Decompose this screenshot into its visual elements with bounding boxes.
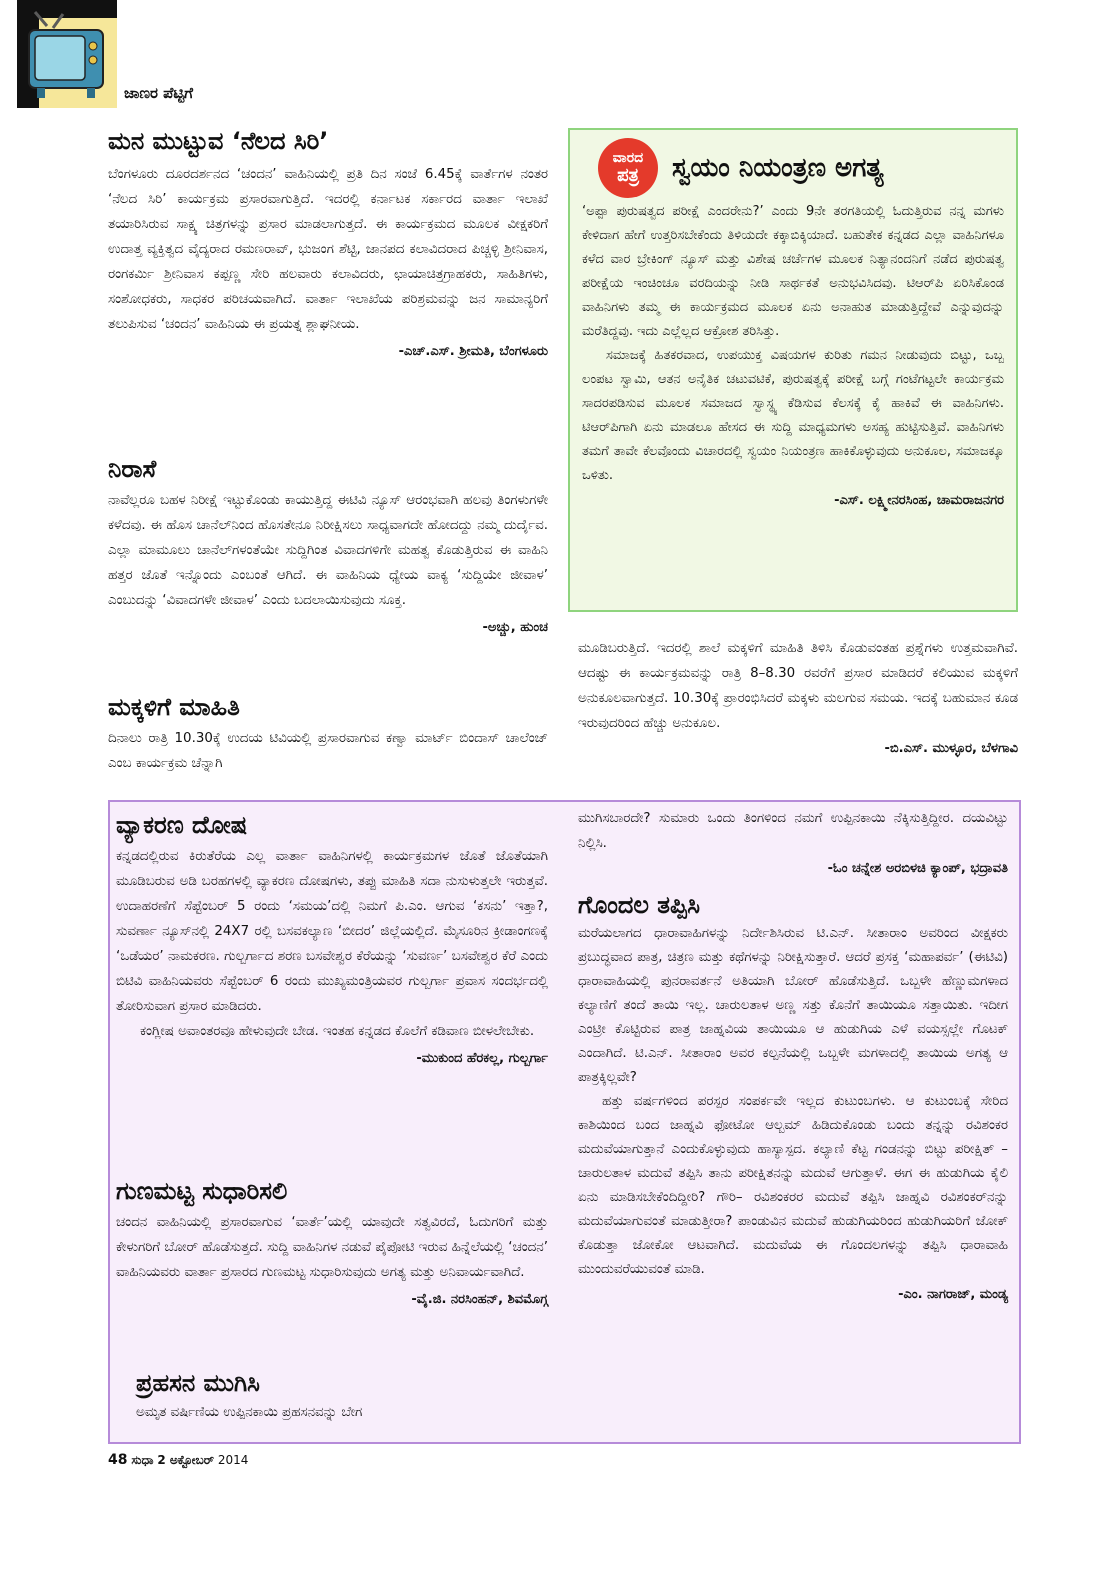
article-title: ಗೊಂದಲ ತಪ್ಪಿಸಿ xyxy=(578,891,700,919)
featured-para1: ‘ಅಪ್ಪಾ ಪುರುಷತ್ವದ ಪರೀಕ್ಷೆ ಎಂದರೇನು?’ ಎಂದು 9ನೇ ತರಗತಿಯಲ್ಲಿ ಓದುತ್ತಿರುವ ನನ್ನ ಮಗಳು ಕೇಳಿದಾಗ ಹೇಗೆ ಉತ್ತರಿಸಬೇಕೆಂದು ತಿಳಿಯದೇ ಕಕ್ಕಾಬಿಕ್ಕಿಯಾದೆ. ಬಹುತೇಕ ಕನ್ನಡದ ಎಲ್ಲಾ ವಾಹಿನಿಗಳೂ ಕಳೆದ ವಾರ ಬ್ರೇಕಿಂಗ್ ನ್ಯೂಸ್ ಮತ್ತು ವಿಶೇಷ ಚರ್ಚೆಗಳ ಮೂಲಕ ನಿತ್ಯಾನಂದನಿಗೆ ನಡೆದ ಪುರುಷತ್ವ ಪರೀಕ್ಷೆಯ ಇಂಚಿಂಚೂ ವರದಿಯನ್ನು ನೀಡಿ ಸಾರ್ಥಕತೆ ಅನುಭವಿಸಿದವು. ಟಿಆರ್‌ಪಿ ಏರಿಸಿಕೊಂಡ ವಾಹಿನಿಗಳು ತಮ್ಮ ಈ ಕಾರ್ಯಕ್ರಮದ ಮೂಲಕ ಏನು ಅನಾಹುತ ಮಾಡುತ್ತಿದ್ದೇವೆ ಎನ್ನುವುದನ್ನು ಮರೆತಿದ್ದವು. ಇದು ಎಲ್ಲೆಲ್ಲದ ಆಕ್ರೋಶ ತರಿಸಿತ್ತು. xyxy=(582,204,1004,339)
badge-line1: ವಾರದ xyxy=(612,150,644,166)
article-body: ಬೆಂಗಳೂರು ದೂರದರ್ಶನದ ‘ಚಂದನ’ ವಾಹಿನಿಯಲ್ಲಿ ಪ್ರತಿ ದಿನ ಸಂಜೆ 6.45ಕ್ಕೆ ವಾರ್ತೆಗಳ ನಂತರ ‘ನೆಲದ ಸಿರಿ’ ಕಾರ್ಯಕ್ರಮ ಪ್ರಸಾರವಾಗುತ್ತಿದೆ. ಇದರಲ್ಲಿ ಕರ್ನಾಟಕ ಸರ್ಕಾರದ ವಾರ್ತಾ ಇಲಾಖೆ ತಯಾರಿಸಿರುವ ಸಾಕ್ಷ್ಯ ಚಿತ್ರಗಳನ್ನು ಪ್ರಸಾರ ಮಾಡಲಾಗುತ್ತದೆ. ಈ ಕಾರ್ಯಕ್ರಮದ ಮೂಲಕ ವೀಕ್ಷಕರಿಗೆ ಉದಾತ್ತ ವ್ಯಕ್ತಿತ್ವದ ವೈದ್ಯರಾದ ರಮಣರಾವ್, ಭುಜಂಗ ಶೆಟ್ಟಿ, ಜಾನಪದ ಕಲಾವಿದರಾದ ಪಿಚ್ಚಳ್ಳಿ ಶ್ರೀನಿವಾಸ, ರಂಗಕರ್ಮಿ ಶ್ರೀನಿವಾಸ ಕಪ್ಪಣ್ಣ ಸೇರಿ ಹಲವಾರು ಕಲಾವಿದರು, ಛಾಯಾಚಿತ್ರಗ್ರಾಹಕರು, ಸಾಹಿತಿಗಳು, ಸಂಶೋಧಕರು, ಸಾಧಕರ ಪರಿಚಯವಾಗಿದೆ. ವಾರ್ತಾ ಇಲಾಖೆಯ ಪರಿಶ್ರಮವನ್ನು ಜನ ಸಾಮಾನ್ಯರಿಗೆ ತಲುಪಿಸುವ ‘ಚಂದನ’ ವಾಹಿನಿಯ ಈ ಪ್ರಯತ್ನ ಶ್ಲಾಘನೀಯ. xyxy=(108,167,548,332)
article-byline: -ಮುಕುಂದ ಹೆರಕಲ್ಲ, ಗುಲ್ಬರ್ಗಾ xyxy=(416,1051,548,1066)
article-title: ವ್ಯಾಕರಣ ದೋಷ xyxy=(116,811,248,839)
article-byline: -ಅಚ್ಚು, ಹುಂಚ xyxy=(482,620,548,635)
article-para1: ಮರೆಯಲಾಗದ ಧಾರಾವಾಹಿಗಳನ್ನು ನಿರ್ದೇಶಿಸಿರುವ ಟಿ.ಎನ್. ಸೀತಾರಾಂ ಅವರಿಂದ ವೀಕ್ಷಕರು ಪ್ರಬುದ್ಧವಾದ ಪಾತ್ರ, ಚಿತ್ರಣ ಮತ್ತು ಕಥೆಗಳನ್ನು ನಿರೀಕ್ಷಿಸುತ್ತಾರೆ. ಆದರೆ ಪ್ರಸಕ್ತ ‘ಮಹಾಪರ್ವ’ (ಈಟಿವಿ) ಧಾರಾವಾಹಿಯಲ್ಲಿ ಪುನರಾವರ್ತನೆ ಅತಿಯಾಗಿ ಬೋರ್ ಹೊಡೆಸುತ್ತಿದೆ. ಒಬ್ಬಳೇ ಹೆಣ್ಣುಮಗಳಾದ ಕಲ್ಯಾಣಿಗೆ ತಂದೆ ತಾಯಿ ಇಲ್ಲ. ಚಾರುಲತಾಳ ಅಣ್ಣ ಸತ್ತು ಕೊನೆಗೆ ತಾಯಿಯೂ ಸತ್ತಾಯಿತು. ಇದೀಗ ಎಂಟ್ರೀ ಕೊಟ್ಟಿರುವ ಪಾತ್ರ ಜಾಹ್ನವಿಯ ತಾಯಿಯೂ ಆ ಹುಡುಗಿಯ ಎಳೆ ವಯಸ್ಸಲ್ಲೇ ಗೊಟಕ್ ಎಂದಾಗಿದೆ. ಟಿ.ಎನ್. ಸೀತಾರಾಂ ಅವರ ಕಲ್ಪನೆಯಲ್ಲಿ ಒಬ್ಬಳೇ ಮಗಳಾದಲ್ಲಿ ತಾಯಿಯ ಅಗತ್ಯ ಆ ಪಾತ್ರಕ್ಕಿಲ್ಲವೇ? xyxy=(578,926,1008,1085)
article-para2: ಹತ್ತು ವರ್ಷಗಳಿಂದ ಪರಸ್ಪರ ಸಂಪರ್ಕವೇ ಇಲ್ಲದ ಕುಟುಂಬಗಳು. ಆ ಕುಟುಂಬಕ್ಕೆ ಸೇರಿದ ಕಾಶಿಯಿಂದ ಬಂದ ಜಾಹ್ನವಿ ಫೋಟೋ ಆಲ್ಬಮ್ ಹಿಡಿದುಕೊಂಡು ಬಂದು ತನ್ನನ್ನು ರವಿಶಂಕರ ಮದುವೆಯಾಗುತ್ತಾನೆ ಎಂದುಕೊಳ್ಳುವುದು ಹಾಸ್ಯಾಸ್ಪದ. ಕಲ್ಯಾಣಿ ಕೆಟ್ಟ ಗಂಡನನ್ನು ಬಿಟ್ಟು ಪರೀಕ್ಷಿತ್ –ಚಾರುಲತಾಳ ಮದುವೆ ತಪ್ಪಿಸಿ ತಾನು ಪರೀಕ್ಷಿತನನ್ನು ಮದುವೆ ಆಗುತ್ತಾಳೆ. ಈಗ ಈ ಹುಡುಗಿಯ ಕೈಲಿ ಏನು ಮಾಡಿಸಬೇಕೆಂದಿದ್ದೀರಿ? ಗೌರಿ– ರವಿಶಂಕರರ ಮದುವೆ ತಪ್ಪಿಸಿ ಜಾಹ್ನವಿ ರವಿಶಂಕರ್‌ನನ್ನು ಮದುವೆಯಾಗುವಂತೆ ಮಾಡುತ್ತೀರಾ? ಪಾಂಡುವಿನ ಮದುವೆ ಹುಡುಗಿಯರಿಂದ ಹುಡುಗಿಯರಿಗೆ ಜೋಕ್ ಕೊಡುತ್ತಾ ಜೋಕೋ ಆಟವಾಗಿದೆ. ಮದುವೆಯ ಈ ಗೊಂದಲಗಳನ್ನು ತಪ್ಪಿಸಿ ಧಾರಾವಾಹಿ ಮುಂದುವರೆಯುವಂತೆ ಮಾಡಿ. xyxy=(578,1094,1008,1277)
article-body-right: ಮೂಡಿಬರುತ್ತಿದೆ. ಇದರಲ್ಲಿ ಶಾಲೆ ಮಕ್ಕಳಿಗೆ ಮಾಹಿತಿ ತಿಳಿಸಿ ಕೊಡುವಂತಹ ಪ್ರಶ್ನೆಗಳು ಉತ್ತಮವಾಗಿವೆ. ಆದಷ್ಟು ಈ ಕಾರ್ಯಕ್ರಮವನ್ನು ರಾತ್ರಿ 8–8.30 ರವರೆಗೆ ಪ್ರಸಾರ ಮಾಡಿದರೆ ಕಲಿಯುವ ಮಕ್ಕಳಿಗೆ ಅನುಕೂಲವಾಗುತ್ತದೆ. 10.30ಕ್ಕೆ ಪ್ರಾರಂಭಿಸಿದರೆ ಮಕ್ಕಳು ಮಲಗುವ ಸಮಯ. ಇದಕ್ಕೆ ಬಹುಮಾನ ಕೂಡ ಇರುವುದರಿಂದ ಹೆಚ್ಚು ಅನುಕೂಲ. xyxy=(578,641,1018,731)
article-byline: -ಓಂ ಚನ್ನೇಶ ಅರಬಿಳಚಿ ಕ್ಯಾಂಪ್, ಭದ್ರಾವತಿ xyxy=(827,861,1008,876)
article-body: ಚಂದನ ವಾಹಿನಿಯಲ್ಲಿ ಪ್ರಸಾರವಾಗುವ ‘ವಾರ್ತೆ’ಯಲ್ಲಿ ಯಾವುದೇ ಸತ್ವವಿರದೆ, ಓದುಗರಿಗೆ ಮತ್ತು ಕೇಳುಗರಿಗೆ ಬೋರ್ ಹೊಡೆಸುತ್ತದೆ. ಸುದ್ದಿ ವಾಹಿನಿಗಳ ನಡುವೆ ಪೈಪೋಟಿ ಇರುವ ಹಿನ್ನೆಲೆಯಲ್ಲಿ ‘ಚಂದನ’ ವಾಹಿನಿಯವರು ವಾರ್ತಾ ಪ್ರಸಾರದ ಗುಣಮಟ್ಟ ಸುಧಾರಿಸುವುದು ಅಗತ್ಯ ಮತ್ತು ಅನಿವಾರ್ಯವಾಗಿದೆ. xyxy=(116,1215,548,1280)
article-title: ಪ್ರಹಸನ ಮುಗಿಸಿ xyxy=(136,1369,260,1397)
article-gondala xyxy=(578,890,1008,1306)
letter-of-week-badge xyxy=(598,138,658,198)
article-title: ಮನ ಮುಟ್ಟುವ ‘ನೆಲದ ಸಿರಿ’ xyxy=(108,127,329,155)
article-prahasana xyxy=(136,1368,548,1425)
featured-para2: ಸಮಾಜಕ್ಕೆ ಹಿತಕರವಾದ, ಉಪಯುಕ್ತ ವಿಷಯಗಳ ಕುರಿತು ಗಮನ ನೀಡುವುದು ಬಿಟ್ಟು, ಒಬ್ಬ ಲಂಪಟ ಸ್ವಾಮಿ, ಆತನ ಅನೈತಿಕ ಚಟುವಟಿಕೆ, ಪುರುಷತ್ವಕ್ಕೆ ಪರೀಕ್ಷೆ ಬಗ್ಗೆ ಗಂಟೆಗಟ್ಟಲೇ ಕಾರ್ಯಕ್ರಮ ಸಾದರಪಡಿಸುವ ಮೂಲಕ ಸಮಾಜದ ಸ್ವಾಸ್ಥ್ಯ ಕೆಡಿಸುವ ಕೆಲಸಕ್ಕೆ ಕೈ ಹಾಕಿವೆ ಈ ವಾಹಿನಿಗಳು. ಟಿಆರ್‌ಪಿಗಾಗಿ ಏನು ಮಾಡಲೂ ಹೇಸದ ಈ ಸುದ್ದಿ ಮಾಧ್ಯಮಗಳು ಅಸಹ್ಯ ಹುಟ್ಟಿಸುತ್ತಿವೆ. ವಾಹಿನಿಗಳು ತಮಗೆ ತಾವೇ ಕೆಲವೊಂದು ವಿಚಾರದಲ್ಲಿ ಸ್ವಯಂ ನಿಯಂತ್ರಣ ಹಾಕಿಕೊಳ್ಳುವುದು ಅನುಕೂಲ, ಸಮಾಜಕ್ಕೂ ಒಳಿತು. xyxy=(582,348,1004,483)
badge-line2: ಪತ್ರ xyxy=(617,165,639,186)
magazine-name: ಸುಧಾ xyxy=(131,1453,154,1467)
featured-letter-box xyxy=(568,128,1018,612)
article-body-left: ದಿನಾಲು ರಾತ್ರಿ 10.30ಕ್ಕೆ ಉದಯ ಟಿವಿಯಲ್ಲಿ ಪ್ರಸಾರವಾಗುವ ಕಣ್ವಾ ಮಾರ್ಟ್ ಬಿಂದಾಸ್ ಚಾಲೆಂಜ್ ಎಂಬ ಕಾರ್ಯಕ್ರಮ ಚೆನ್ನಾಗಿ xyxy=(108,731,548,771)
header-logo xyxy=(17,0,117,108)
article-gunamatta xyxy=(116,1176,548,1311)
featured-byline: -ಎಸ್. ಲಕ್ಷ್ಮೀನರಸಿಂಹ, ಚಾಮರಾಜನಗರ xyxy=(834,493,1004,508)
issue-year: 2014 xyxy=(217,1453,249,1467)
article-para2: ಕಂಗ್ಲೀಷ ಅವಾಂತರವೂ ಹೇಳುವುದೇ ಬೇಡ. ಇಂತಹ ಕನ್ನಡದ ಕೊಲೆಗೆ ಕಡಿವಾಣ ಬೀಳಲೇಬೇಕು. xyxy=(140,1024,535,1039)
article-byline: -ಎಂ. ನಾಗರಾಜ್, ಮಂಡ್ಯ xyxy=(898,1287,1008,1302)
tv-icon xyxy=(17,0,117,108)
article-byline: -ಎಚ್.ಎಸ್. ಶ್ರೀಮತಿ, ಬೆಂಗಳೂರು xyxy=(398,344,548,359)
article-body: ನಾವೆಲ್ಲರೂ ಬಹಳ ನಿರೀಕ್ಷೆ ಇಟ್ಟುಕೊಂಡು ಕಾಯುತ್ತಿದ್ದ ಈಟಿವಿ ನ್ಯೂಸ್ ಆರಂಭವಾಗಿ ಹಲವು ತಿಂಗಳುಗಳೇ ಕಳೆದವು. ಈ ಹೊಸ ಚಾನೆಲ್‌ನಿಂದ ಹೊಸತೇನೂ ನಿರೀಕ್ಷಿಸಲು ಸಾಧ್ಯವಾಗದೇ ಹೋದದ್ದು ನಮ್ಮ ದುರ್ದೈವ. ಎಲ್ಲಾ ಮಾಮೂಲು ಚಾನೆಲ್‌ಗಳಂತೆಯೇ ಸುದ್ದಿಗಿಂತ ವಿವಾದಗಳಿಗೇ ಮಹತ್ವ ಕೊಡುತ್ತಿರುವ ಈ ವಾಹಿನಿ ಹತ್ತರ ಜೊತೆ ಇನ್ನೊಂದು ಎಂಬಂತೆ ಆಗಿದೆ. ಈ ವಾಹಿನಿಯ ಧ್ಯೇಯ ವಾಕ್ಯ ‘ಸುದ್ದಿಯೇ ಜೀವಾಳ’ ಎಂಬುದನ್ನು ‘ವಿವಾದಗಳೇ ಜೀವಾಳ’ ಎಂದು ಬದಲಾಯಿಸುವುದು ಸೂಕ್ತ. xyxy=(108,493,548,608)
featured-title: ಸ್ವಯಂ ನಿಯಂತ್ರಣ ಅಗತ್ಯ xyxy=(672,153,884,183)
article-makkalige-mahiti xyxy=(108,692,548,776)
article-byline: -ವೈ.ಜಿ. ನರಸಿಂಹನ್, ಶಿವಮೊಗ್ಗ xyxy=(411,1292,548,1307)
article-title: ನಿರಾಸೆ xyxy=(108,455,157,483)
section-label: ಜಾಣರ ಪೆಟ್ಟಿಗೆ xyxy=(124,84,193,102)
article-vyakarana-dosha xyxy=(116,810,548,1070)
page-footer xyxy=(108,1452,248,1468)
article-body-right: ಮುಗಿಸಬಾರದೇ? ಸುಮಾರು ಒಂದು ತಿಂಗಳಿಂದ ನಮಗೆ ಉಪ್ಪಿನಕಾಯಿ ನೆಕ್ಕಿಸುತ್ತಿದ್ದೀರ. ದಯವಿಟ್ಟು ನಿಲ್ಲಿಸಿ. xyxy=(578,811,1008,851)
issue-date: 2 ಅಕ್ಟೋಬರ್ xyxy=(157,1453,214,1467)
article-para1: ಕನ್ನಡದಲ್ಲಿರುವ ಕಿರುತೆರೆಯ ಎಲ್ಲ ವಾರ್ತಾ ವಾಹಿನಿಗಳಲ್ಲಿ ಕಾರ್ಯಕ್ರಮಗಳ ಜೊತೆ ಜೊತೆಯಾಗಿ ಮೂಡಿಬರುವ ಅಡಿ ಬರಹಗಳಲ್ಲಿ ವ್ಯಾಕರಣ ದೋಷಗಳು, ತಪ್ಪು ಮಾಹಿತಿ ಸದಾ ನುಸುಳುತ್ತಲೇ ಇರುತ್ತವೆ. ಉದಾಹರಣೆಗೆ ಸೆಪ್ಟೆಂಬರ್ 5 ರಂದು ‘ಸಮಯ’ದಲ್ಲಿ ನಿಮಗೆ ಪಿ.ಎಂ. ಆಗುವ ‘ಕಸನು’ ಇತ್ತಾ?, ಸುವರ್ಣಾ ನ್ಯೂಸ್‌ನಲ್ಲಿ 24X7 ರಲ್ಲಿ ಬಸವಕಲ್ಯಾಣ ‘ಬೀದರ’ ಜಿಲ್ಲೆಯಲ್ಲಿದೆ. ಮೈಸೂರಿನ ಕ್ರೀಡಾಂಗಣಕ್ಕೆ ‘ಒಡೆಯರ’ ನಾಮಕರಣ. ಗುಲ್ಬರ್ಗಾದ ಶರಣ ಬಸವೇಶ್ವರ ಕೆರೆಯನ್ನು ‘ಸುವರ್ಣ’ ಬಸವೇಶ್ವರ ಕೆರೆ ಎಂದು ಬಿಟಿವಿ ವಾಹಿನಿಯವರು ಸೆಪ್ಟೆಂಬರ್ 6 ರಂದು ಮುಖ್ಯಮಂತ್ರಿಯವರ ಗುಲ್ಬರ್ಗಾ ಪ್ರವಾಸ ಸಂದರ್ಭದಲ್ಲಿ ತೋರಿಸುವಾಗ ಪ್ರಸಾರ ಮಾಡಿದರು. xyxy=(116,849,548,1014)
article-byline: -ಬಿ.ಎಸ್. ಮುಳ್ಳೂರ, ಬೆಳಗಾವಿ xyxy=(884,741,1018,756)
article-body-left: ಅಮೃತ ವರ್ಷಿಣಿಯ ಉಪ್ಪಿನಕಾಯಿ ಪ್ರಹಸನವನ್ನು ಬೇಗ xyxy=(136,1405,363,1420)
article-nelada-siri xyxy=(108,126,548,363)
article-title: ಗುಣಮಟ್ಟ ಸುಧಾರಿಸಲಿ xyxy=(116,1177,288,1205)
article-nirase xyxy=(108,454,548,639)
page-number: 48 xyxy=(108,1452,128,1468)
article-makkalige-mahiti-cont xyxy=(578,636,1018,760)
article-prahasana-cont xyxy=(578,806,1008,880)
article-title: ಮಕ್ಕಳಿಗೆ ಮಾಹಿತಿ xyxy=(108,693,240,721)
